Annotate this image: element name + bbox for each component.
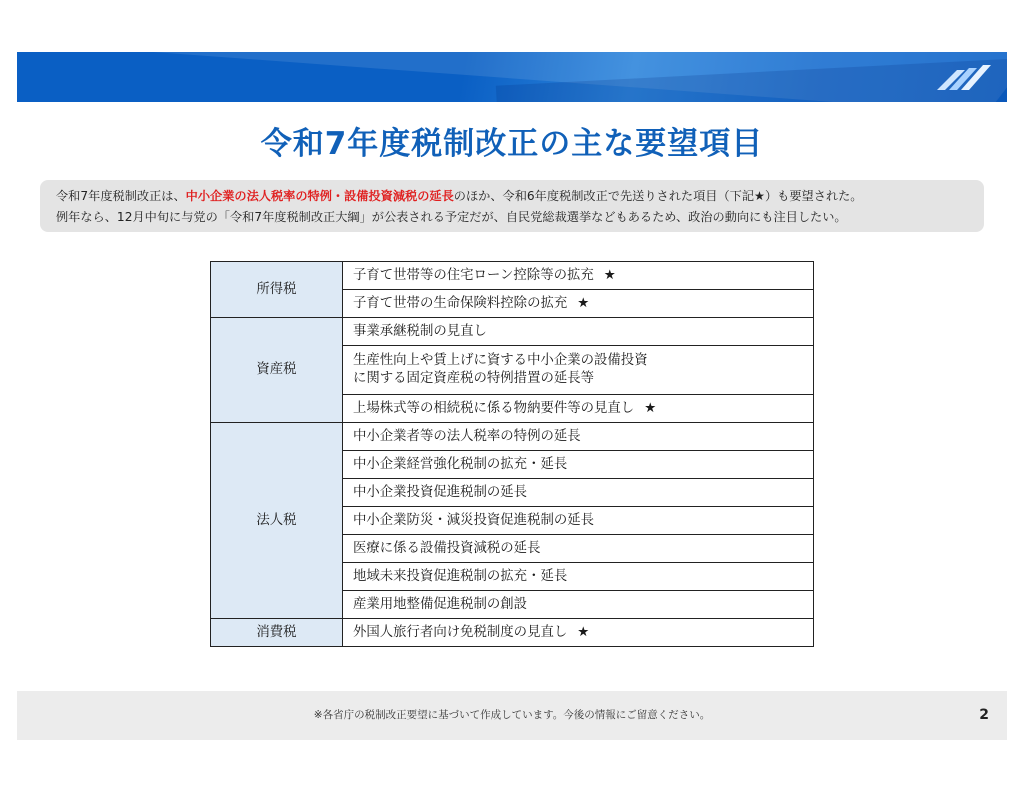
item-cell (343, 507, 814, 535)
item-cell (343, 318, 814, 346)
item-cell (343, 262, 814, 290)
table-row (211, 262, 814, 290)
table-row (211, 318, 814, 346)
item-text: 上場株式等の相続税に係る物納要件等の見直し (353, 400, 635, 416)
item-text: 中小企業投資促進税制の延長 (353, 484, 528, 500)
item-cell (343, 563, 814, 591)
item-text: 医療に係る設備投資減税の延長 (353, 540, 541, 556)
footer-bar (17, 691, 1007, 740)
item-text: 生産性向上や賃上げに資する中小企業の設備投資 (353, 353, 648, 368)
item-cell (343, 535, 814, 563)
star-icon: ★ (577, 624, 590, 640)
footer-note: ※各省庁の税制改正要望に基づいて作成しています。今後の情報にご留意ください。 (313, 709, 711, 721)
summary-text: のほか、令和6年度税制改正で先送りされた項目（下記★）も要望された。 (453, 189, 863, 203)
item-cell (343, 619, 814, 647)
item-text: に関する固定資産税の特例措置の延長等 (353, 371, 595, 386)
item-text: 中小企業者等の法人税率の特例の延長 (353, 428, 581, 444)
item-cell (343, 290, 814, 318)
logo-stripes-icon (927, 62, 993, 92)
header-banner (17, 52, 1007, 102)
summary-line-2: 例年なら、12月中旬に与党の「令和7年度税制改正大綱」が公表される予定だが、自民党総裁選挙などもあるため、政治の動向にも注目したい。 (56, 210, 847, 224)
star-icon: ★ (577, 295, 590, 311)
page-title: 令和7年度税制改正の主な要望項目 (260, 126, 764, 162)
summary-text: 令和7年度税制改正は、 (56, 189, 186, 203)
item-cell (343, 591, 814, 619)
summary-line-1 (56, 186, 968, 207)
table-row (211, 423, 814, 451)
table-row (211, 619, 814, 647)
item-text: 事業承継税制の見直し (353, 323, 487, 339)
item-cell (343, 423, 814, 451)
page-number: 2 (979, 707, 989, 723)
item-text: 子育て世帯等の住宅ローン控除等の拡充 (353, 267, 594, 283)
item-text: 子育て世帯の生命保険料控除の拡充 (353, 295, 568, 311)
item-cell (343, 479, 814, 507)
item-cell (343, 451, 814, 479)
category-cell: 法人税 (211, 423, 343, 619)
item-cell (343, 395, 814, 423)
tax-items-table (210, 261, 814, 647)
star-icon: ★ (644, 400, 657, 416)
summary-highlight: 中小企業の法人税率の特例・設備投資減税の延長 (185, 189, 454, 203)
item-cell (343, 346, 814, 395)
item-text: 中小企業防災・減災投資促進税制の延長 (353, 512, 595, 528)
star-icon: ★ (603, 267, 616, 283)
item-text: 外国人旅行者向け免税制度の見直し (353, 624, 568, 640)
item-text: 地域未来投資促進税制の拡充・延長 (353, 568, 568, 584)
item-text: 産業用地整備促進税制の創設 (353, 596, 528, 612)
summary-box (40, 180, 984, 232)
category-cell: 資産税 (211, 318, 343, 423)
category-cell: 消費税 (211, 619, 343, 647)
item-text: 中小企業経営強化税制の拡充・延長 (353, 456, 568, 472)
category-cell: 所得税 (211, 262, 343, 318)
